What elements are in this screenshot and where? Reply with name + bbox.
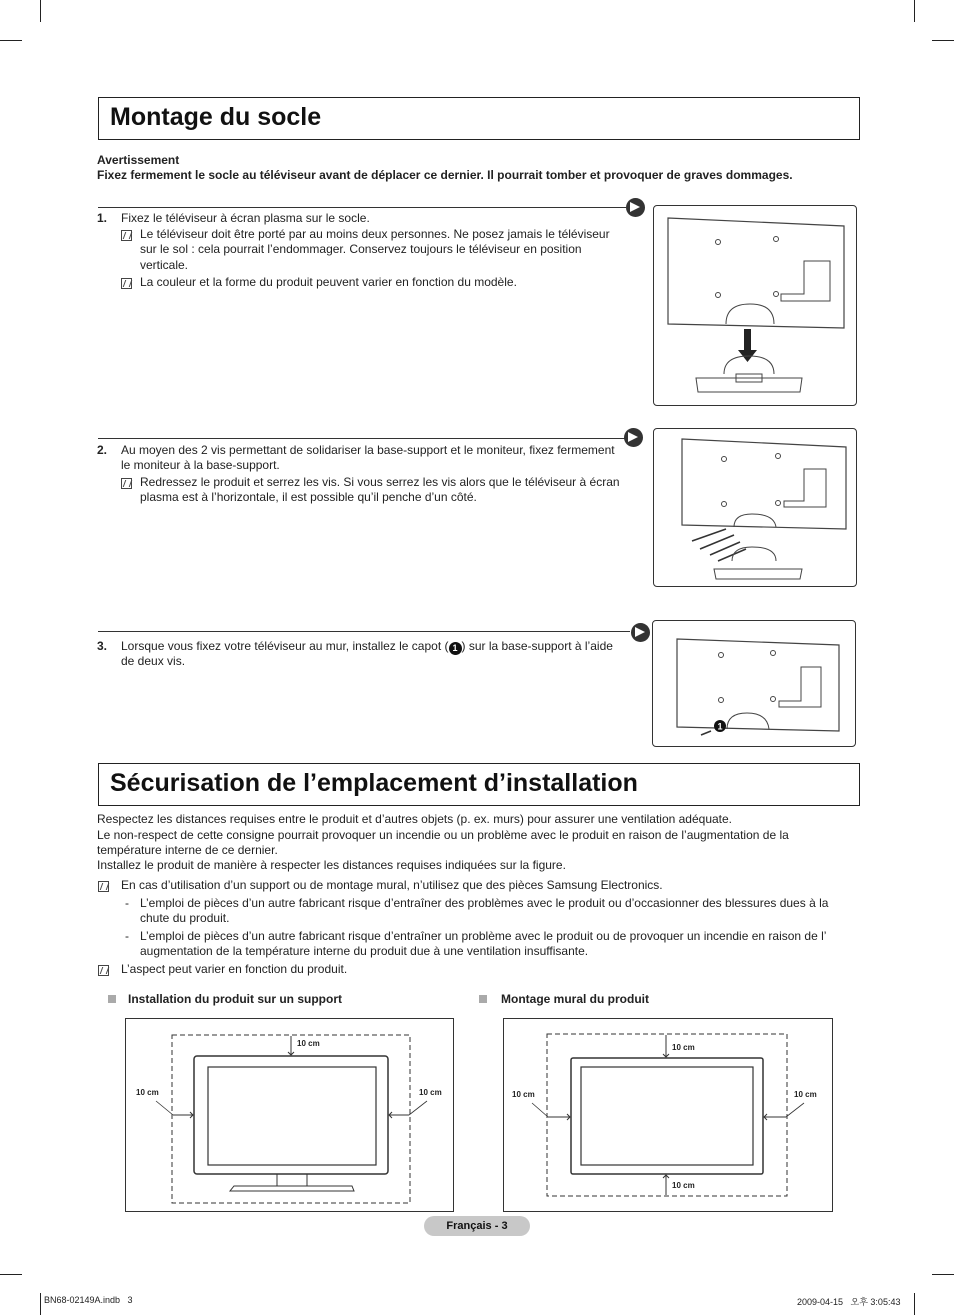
dash-line: augmentation de la température interne du produit due à une ventilation insuffisante. — [140, 944, 589, 958]
arrow-icon — [626, 198, 645, 217]
step-number: 3. — [97, 639, 108, 653]
tv-cover-drawing — [653, 621, 855, 746]
note-line: verticale. — [140, 258, 189, 272]
stand-clearance-figure — [125, 1018, 454, 1212]
note-line: plasma est à l’horizontale, il est possible qu’il penche d’un côté. — [140, 490, 477, 504]
note-icon — [98, 965, 109, 976]
paragraph-line: Installez le produit de manière à respecter les distances requises indiquées sur la figure. — [97, 858, 566, 872]
dash-line: chute du produit. — [140, 911, 230, 925]
note-line: sur le sol : cela pourrait l’endommager. Conservez toujours le téléviseur en position — [140, 242, 582, 256]
section-title-box — [98, 97, 860, 140]
note-icon — [121, 478, 132, 489]
note-icon — [121, 230, 132, 241]
step-text-part: ) sur la base-support à l’aide — [461, 639, 613, 653]
note-text: En cas d’utilisation d’un support ou de montage mural, n’utilisez que des pièces Samsung Electronics. — [121, 878, 663, 892]
step-text: Fixez le téléviseur à écran plasma sur le socle. — [121, 211, 370, 225]
step-number: 1. — [97, 211, 108, 225]
crop-mark — [932, 40, 954, 41]
figure-caption: Installation du produit sur un support — [128, 992, 342, 1006]
dash-line: L’emploi de pièces d’un autre fabricant risque d’entraîner un problème avec le produit ou de provoquer un incendie en raison de l’ — [140, 929, 827, 943]
distance-label: 10 cm — [672, 1181, 695, 1190]
step-text-part: Lorsque vous fixez votre téléviseur au mur, installez le capot ( — [121, 639, 449, 653]
wall-clearance-drawing — [504, 1019, 832, 1211]
page-number-badge: Français - 3 — [424, 1216, 530, 1236]
tv-screw-drawing — [654, 429, 856, 586]
dash: - — [125, 896, 129, 910]
cover-marker: 1 — [449, 642, 462, 655]
warning-text: Fixez fermement le socle au téléviseur avant de déplacer ce dernier. Il pourrait tomber et provoquer de graves dommages. — [97, 168, 793, 182]
screw-fixing-illustration — [653, 428, 857, 587]
bullet-square-icon — [479, 995, 487, 1003]
paragraph-line: température interne de ce dernier. — [97, 843, 278, 857]
paragraph-line: Respectez les distances requises entre le produit et d’autres objets (p. ex. murs) pour assurer une ventilation adéquate. — [97, 812, 733, 826]
crop-mark — [932, 1274, 954, 1275]
svg-text:1: 1 — [717, 721, 723, 732]
crop-mark — [914, 1293, 915, 1315]
step-number: 2. — [97, 443, 108, 457]
step-text: de deux vis. — [121, 654, 186, 668]
distance-label: 10 cm — [512, 1090, 535, 1099]
crop-mark — [40, 0, 41, 22]
dash: - — [125, 929, 129, 943]
note-line: Redressez le produit et serrez les vis. Si vous serrez les vis alors que le téléviseur à écran — [140, 475, 620, 489]
note-icon — [98, 881, 109, 892]
step-text-line — [121, 639, 613, 655]
distance-label: 10 cm — [419, 1088, 442, 1097]
tv-back-drawing — [654, 206, 856, 405]
section-title-box — [98, 763, 860, 806]
paragraph-line: Le non-respect de cette consigne pourrait provoquer un incendie ou un problème avec le produit en raison de l’augmentation de la — [97, 828, 789, 842]
crop-mark — [914, 0, 915, 22]
tv-stand-illustration — [653, 205, 857, 406]
note-text: L’aspect peut varier en fonction du produit. — [121, 962, 348, 976]
wall-clearance-figure — [503, 1018, 833, 1212]
section-title: Sécurisation de l’emplacement d’installation — [110, 769, 638, 797]
figure-caption: Montage mural du produit — [501, 992, 649, 1006]
step-rule — [98, 438, 626, 439]
crop-mark — [0, 40, 22, 41]
crop-mark — [40, 1293, 41, 1315]
section-title: Montage du socle — [110, 103, 322, 131]
crop-mark — [0, 1274, 22, 1275]
note-line: La couleur et la forme du produit peuvent varier en fonction du modèle. — [140, 275, 517, 289]
step-text: le moniteur à la base-support. — [121, 458, 280, 472]
arrow-icon — [631, 623, 650, 642]
note-icon — [121, 278, 132, 289]
distance-label: 10 cm — [794, 1090, 817, 1099]
dash-line: L’emploi de pièces d’un autre fabricant risque d’entraîner des problèmes avec le produit ou d’occasionner des blessures dues à la — [140, 896, 829, 910]
cover-illustration — [652, 620, 856, 747]
file-info: BN68-02149A.indb 3 — [44, 1295, 133, 1305]
stand-clearance-drawing — [126, 1019, 453, 1211]
date-info: 2009-04-15 오후 3:05:43 — [797, 1297, 901, 1307]
distance-label: 10 cm — [136, 1088, 159, 1097]
distance-label: 10 cm — [672, 1043, 695, 1052]
warning-label: Avertissement — [97, 153, 180, 167]
arrow-icon — [624, 428, 643, 447]
distance-label: 10 cm — [297, 1039, 320, 1048]
bullet-square-icon — [108, 995, 116, 1003]
note-line: Le téléviseur doit être porté par au moins deux personnes. Ne posez jamais le téléviseur — [140, 227, 610, 241]
step-rule — [98, 631, 630, 632]
step-text: Au moyen des 2 vis permettant de solidariser la base-support et le moniteur, fixez fermement — [121, 443, 615, 457]
step-rule — [98, 207, 626, 208]
